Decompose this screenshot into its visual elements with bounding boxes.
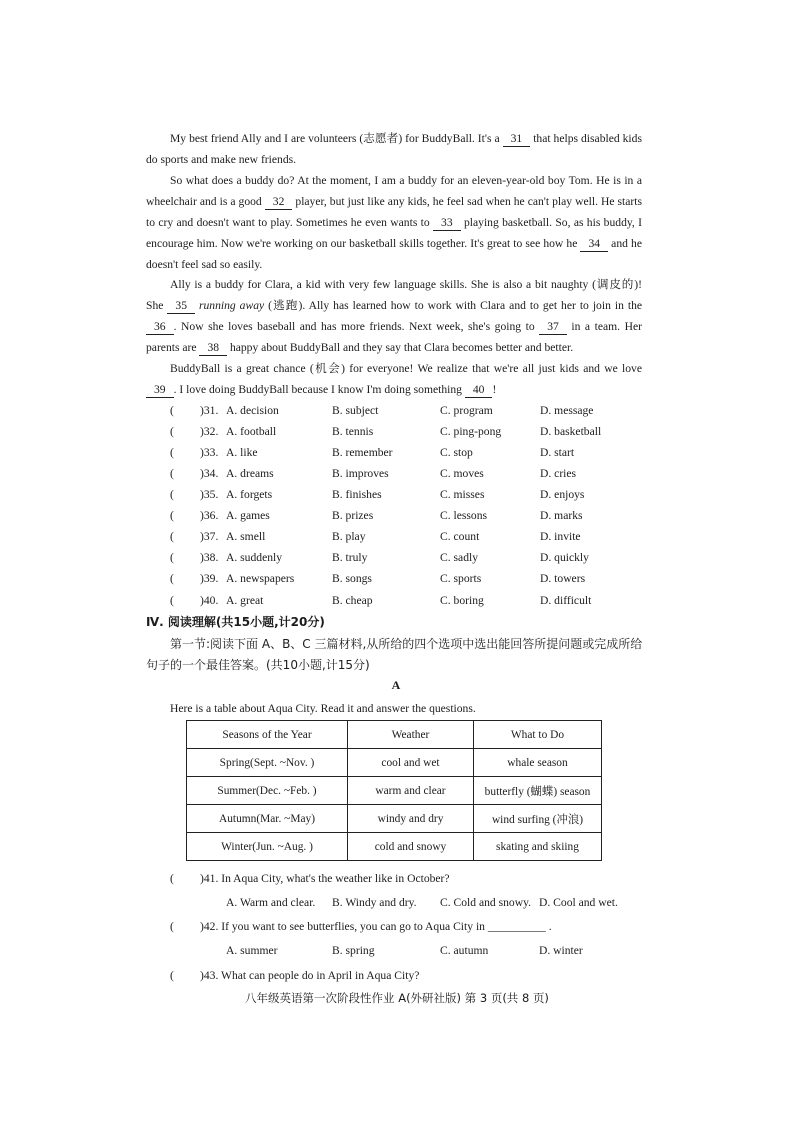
answer-bracket[interactable]: ( bbox=[170, 969, 174, 982]
option-c: C. stop bbox=[440, 446, 473, 459]
option-d: D. cries bbox=[540, 467, 577, 480]
question-number: )39. bbox=[200, 572, 219, 585]
answer-bracket[interactable]: ( bbox=[170, 488, 174, 501]
option-a: A. games bbox=[226, 509, 270, 522]
section-heading: Ⅳ. 阅读理解(共15小题,计20分) bbox=[146, 615, 325, 629]
question-number: )32. bbox=[200, 425, 219, 438]
option-a: A. newspapers bbox=[226, 572, 295, 585]
table-header-cell: What to Do bbox=[474, 721, 602, 749]
table-row bbox=[187, 777, 602, 805]
option-d: D. marks bbox=[540, 509, 583, 522]
option-a: A. forgets bbox=[226, 488, 273, 501]
blank-35[interactable]: 35 bbox=[167, 298, 195, 314]
option-d: D. basketball bbox=[540, 425, 602, 438]
answer-bracket[interactable]: ( bbox=[170, 530, 174, 543]
table-cell: Winter(Jun. ~Aug. ) bbox=[187, 833, 348, 861]
answer-bracket[interactable]: ( bbox=[170, 572, 174, 585]
option-b: B. cheap bbox=[332, 594, 373, 607]
answer-bracket[interactable]: ( bbox=[170, 872, 174, 885]
passage-paragraph-4: BuddyBall is a great chance (机会) for everyone! We realize that we're all just kids and we love 39 . I love doing BuddyBall because I know I'm doing something 40 ! bbox=[146, 358, 642, 400]
table-cell: cool and wet bbox=[348, 749, 474, 777]
table-cell: Autumn(Mar. ~May) bbox=[187, 805, 348, 833]
option-c: C. misses bbox=[440, 488, 485, 501]
option-row-40 bbox=[146, 590, 646, 611]
option-c: C. count bbox=[440, 530, 480, 543]
passage-a-title: A bbox=[391, 678, 401, 692]
option-c: C. sadly bbox=[440, 551, 479, 564]
option-a: A. dreams bbox=[226, 467, 274, 480]
question-number: )37. bbox=[200, 530, 219, 543]
page-footer: 八年级英语第一次阶段性作业 A(外研社版) 第 3 页(共 8 页) bbox=[245, 991, 549, 1005]
option-c: C. moves bbox=[440, 467, 484, 480]
blank-32[interactable]: 32 bbox=[265, 194, 293, 210]
section-instructions: 第一节:阅读下面 A、B、C 三篇材料,从所给的四个选项中选出能回答所提问题或完成所给句子的一个最佳答案。(共10小题,计15分) bbox=[146, 637, 643, 672]
option-a: A. decision bbox=[226, 404, 279, 417]
option-row-36 bbox=[146, 505, 646, 526]
table-cell: butterfly (蝴蝶) season bbox=[474, 777, 602, 805]
option-a: A. Warm and clear. bbox=[226, 896, 316, 909]
option-d: D. start bbox=[540, 446, 575, 459]
blank-39[interactable]: 39 bbox=[146, 382, 174, 398]
option-row-31 bbox=[146, 400, 646, 421]
table-cell: Summer(Dec. ~Feb. ) bbox=[187, 777, 348, 805]
question-43 bbox=[146, 965, 646, 986]
option-b: B. truly bbox=[332, 551, 368, 564]
option-b: B. play bbox=[332, 530, 366, 543]
option-d: D. invite bbox=[540, 530, 581, 543]
option-a: A. smell bbox=[226, 530, 266, 543]
blank-33[interactable]: 33 bbox=[433, 215, 461, 231]
option-c: C. boring bbox=[440, 594, 484, 607]
option-a: A. football bbox=[226, 425, 277, 438]
passage-paragraph-3: Ally is a buddy for Clara, a kid with very few language skills. She is also a bit naughty (调皮的)! She 35 running away (逃跑). Ally has learned how to work with Clara and to get her to join in the 36 . Now she loves baseball and has more friends. Next week, she's going to 37 in a team. Her parents are 38 happy about BuddyBall and they say that Clara becomes better and better. bbox=[146, 278, 643, 354]
question-number: )33. bbox=[200, 446, 219, 459]
question-42-options bbox=[146, 940, 646, 961]
question-number: )31. bbox=[200, 404, 219, 417]
table-row bbox=[187, 749, 602, 777]
blank-31[interactable]: 31 bbox=[503, 131, 531, 147]
table-cell: wind surfing (冲浪) bbox=[474, 805, 602, 833]
answer-bracket[interactable]: ( bbox=[170, 425, 174, 438]
option-b: B. finishes bbox=[332, 488, 382, 501]
question-stem: )43. What can people do in April in Aqua City? bbox=[200, 969, 420, 982]
table-cell: whale season bbox=[474, 749, 602, 777]
passage-paragraph-1: My best friend Ally and I are volunteers (志愿者) for BuddyBall. It's a 31 that helps disabled kids do sports and make new friends. bbox=[146, 132, 642, 166]
option-b: B. subject bbox=[332, 404, 379, 417]
question-42 bbox=[146, 916, 646, 937]
option-d: D. difficult bbox=[540, 594, 592, 607]
option-c: C. Cold and snowy. bbox=[440, 896, 532, 909]
option-row-37 bbox=[146, 526, 646, 547]
option-a: A. like bbox=[226, 446, 258, 459]
question-41 bbox=[146, 868, 646, 889]
blank-34[interactable]: 34 bbox=[580, 236, 608, 252]
option-b: B. songs bbox=[332, 572, 372, 585]
blank-38[interactable]: 38 bbox=[199, 340, 227, 356]
option-row-38 bbox=[146, 547, 646, 568]
table-cell: windy and dry bbox=[348, 805, 474, 833]
option-d: D. enjoys bbox=[540, 488, 585, 501]
question-number: )34. bbox=[200, 467, 219, 480]
option-d: D. winter bbox=[539, 944, 583, 957]
option-c: C. sports bbox=[440, 572, 482, 585]
option-row-39 bbox=[146, 568, 646, 589]
option-d: D. towers bbox=[540, 572, 586, 585]
option-c: C. program bbox=[440, 404, 493, 417]
passage-paragraph-2: So what does a buddy do? At the moment, I am a buddy for an eleven-year-old boy Tom. He is in a wheelchair and is a good 32 player, but just like any kids, he feel sad when he can't play well. He starts to cry and doesn't want to play. Sometimes he even wants to 33 playing basketball. So, as his buddy, I encourage him. Now we're working on our basketball skills together. It's great to see how he 34 and he doesn't feel sad so easily. bbox=[146, 174, 642, 271]
option-a: A. great bbox=[226, 594, 264, 607]
table-cell: Spring(Sept. ~Nov. ) bbox=[187, 749, 348, 777]
question-number: )36. bbox=[200, 509, 219, 522]
question-number: )40. bbox=[200, 594, 219, 607]
option-row-34 bbox=[146, 463, 646, 484]
blank-36[interactable]: 36 bbox=[146, 319, 174, 335]
answer-bracket[interactable]: ( bbox=[170, 551, 174, 564]
question-stem: )41. In Aqua City, what's the weather like in October? bbox=[200, 872, 450, 885]
option-d: D. Cool and wet. bbox=[539, 896, 618, 909]
table-row bbox=[187, 833, 602, 861]
blank-37[interactable]: 37 bbox=[539, 319, 567, 335]
option-b: B. prizes bbox=[332, 509, 374, 522]
table-header-cell: Seasons of the Year bbox=[187, 721, 348, 749]
question-stem: )42. If you want to see butterflies, you can go to Aqua City in __________ . bbox=[200, 920, 552, 933]
option-row-33 bbox=[146, 442, 646, 463]
aqua-city-table bbox=[186, 720, 602, 861]
answer-bracket[interactable]: ( bbox=[170, 446, 174, 459]
table-cell: warm and clear bbox=[348, 777, 474, 805]
answer-bracket[interactable]: ( bbox=[170, 509, 174, 522]
answer-bracket[interactable]: ( bbox=[170, 594, 174, 607]
option-a: A. summer bbox=[226, 944, 278, 957]
option-b: B. spring bbox=[332, 944, 375, 957]
option-d: D. message bbox=[540, 404, 594, 417]
option-b: B. tennis bbox=[332, 425, 374, 438]
option-d: D. quickly bbox=[540, 551, 589, 564]
question-41-options bbox=[146, 892, 646, 913]
table-cell: skating and skiing bbox=[474, 833, 602, 861]
option-b: B. Windy and dry. bbox=[332, 896, 417, 909]
table-intro: Here is a table about Aqua City. Read it and answer the questions. bbox=[170, 702, 476, 715]
answer-bracket[interactable]: ( bbox=[170, 920, 174, 933]
blank-40[interactable]: 40 bbox=[465, 382, 493, 398]
answer-bracket[interactable]: ( bbox=[170, 404, 174, 417]
table-header-cell: Weather bbox=[348, 721, 474, 749]
answer-bracket[interactable]: ( bbox=[170, 467, 174, 480]
option-row-35 bbox=[146, 484, 646, 505]
table-cell: cold and snowy bbox=[348, 833, 474, 861]
table-row bbox=[187, 805, 602, 833]
option-c: C. ping-pong bbox=[440, 425, 502, 438]
table-header-row bbox=[187, 721, 602, 749]
option-a: A. suddenly bbox=[226, 551, 283, 564]
question-number: )38. bbox=[200, 551, 219, 564]
option-c: C. lessons bbox=[440, 509, 488, 522]
option-b: B. remember bbox=[332, 446, 393, 459]
option-row-32 bbox=[146, 421, 646, 442]
question-number: )35. bbox=[200, 488, 219, 501]
option-b: B. improves bbox=[332, 467, 389, 480]
option-c: C. autumn bbox=[440, 944, 489, 957]
